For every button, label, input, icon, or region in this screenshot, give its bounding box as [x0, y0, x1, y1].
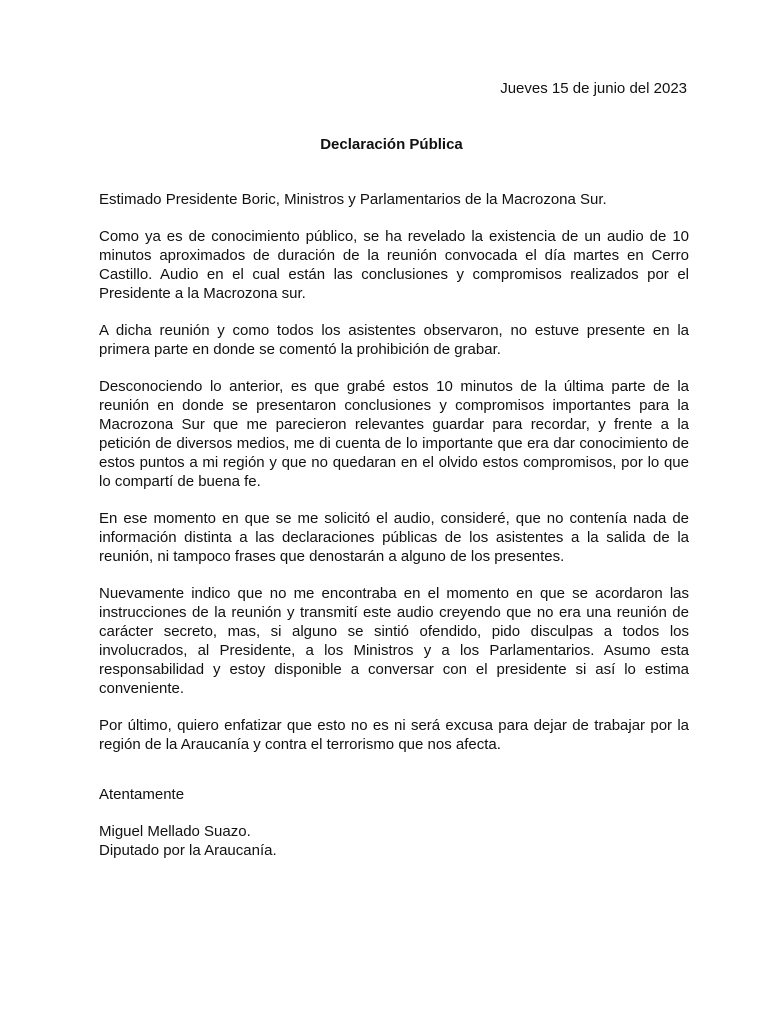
paragraph-5: Nuevamente indico que no me encontraba en el momento en que se acordaron las instrucciones de la reunión y transmití este audio creyendo que no era una reunión de carácter secreto, mas, si alguno se sintió ofendido, pido disculpas a todos los involucrados, al Presidente, a los Ministros y a los Parlamentarios. Asumo esta responsabilidad y estoy disponible a conversar con el presidente si así lo estima conveniente.: [99, 585, 689, 697]
document-date: Jueves 15 de junio del 2023: [500, 80, 687, 97]
salutation: Estimado Presidente Boric, Ministros y Parlamentarios de la Macrozona Sur.: [99, 191, 607, 208]
signature-block: [99, 785, 689, 860]
document-title: Declaración Pública: [320, 136, 463, 153]
paragraph-2: A dicha reunión y como todos los asistentes observaron, no estuve presente en la primera parte en donde se comentó la prohibición de grabar.: [99, 322, 689, 358]
signer-name: Miguel Mellado Suazo.: [99, 823, 251, 840]
paragraph-3: Desconociendo lo anterior, es que grabé estos 10 minutos de la última parte de la reunión en donde se presentaron conclusiones y compromisos importantes para la Macrozona Sur que me parecieron relevantes guardar para recordar, y frente a la petición de diversos medios, me di cuenta de lo importante que era dar conocimiento de estos puntos a mi región y que no quedaran en el olvido estos compromisos, por lo que lo compartí de buena fe.: [99, 378, 689, 490]
paragraph-4: En ese momento en que se me solicitó el audio, consideré, que no contenía nada de información distinta a las declaraciones públicas de los asistentes a la salida de la reunión, ni tampoco frases que denostarán a alguno de los presentes.: [99, 510, 689, 565]
signer-title: Diputado por la Araucanía.: [99, 842, 277, 859]
paragraph-6: Por último, quiero enfatizar que esto no es ni será excusa para dejar de trabajar por la región de la Araucanía y contra el terrorismo que nos afecta.: [99, 717, 689, 753]
document-body: [99, 190, 689, 772]
paragraph-1: Como ya es de conocimiento público, se ha revelado la existencia de un audio de 10 minutos aproximados de duración de la reunión convocada el día martes en Cerro Castillo. Audio en el cual están las conclusiones y compromisos realizados por el Presidente a la Macrozona sur.: [99, 228, 689, 302]
closing: Atentamente: [99, 786, 185, 803]
